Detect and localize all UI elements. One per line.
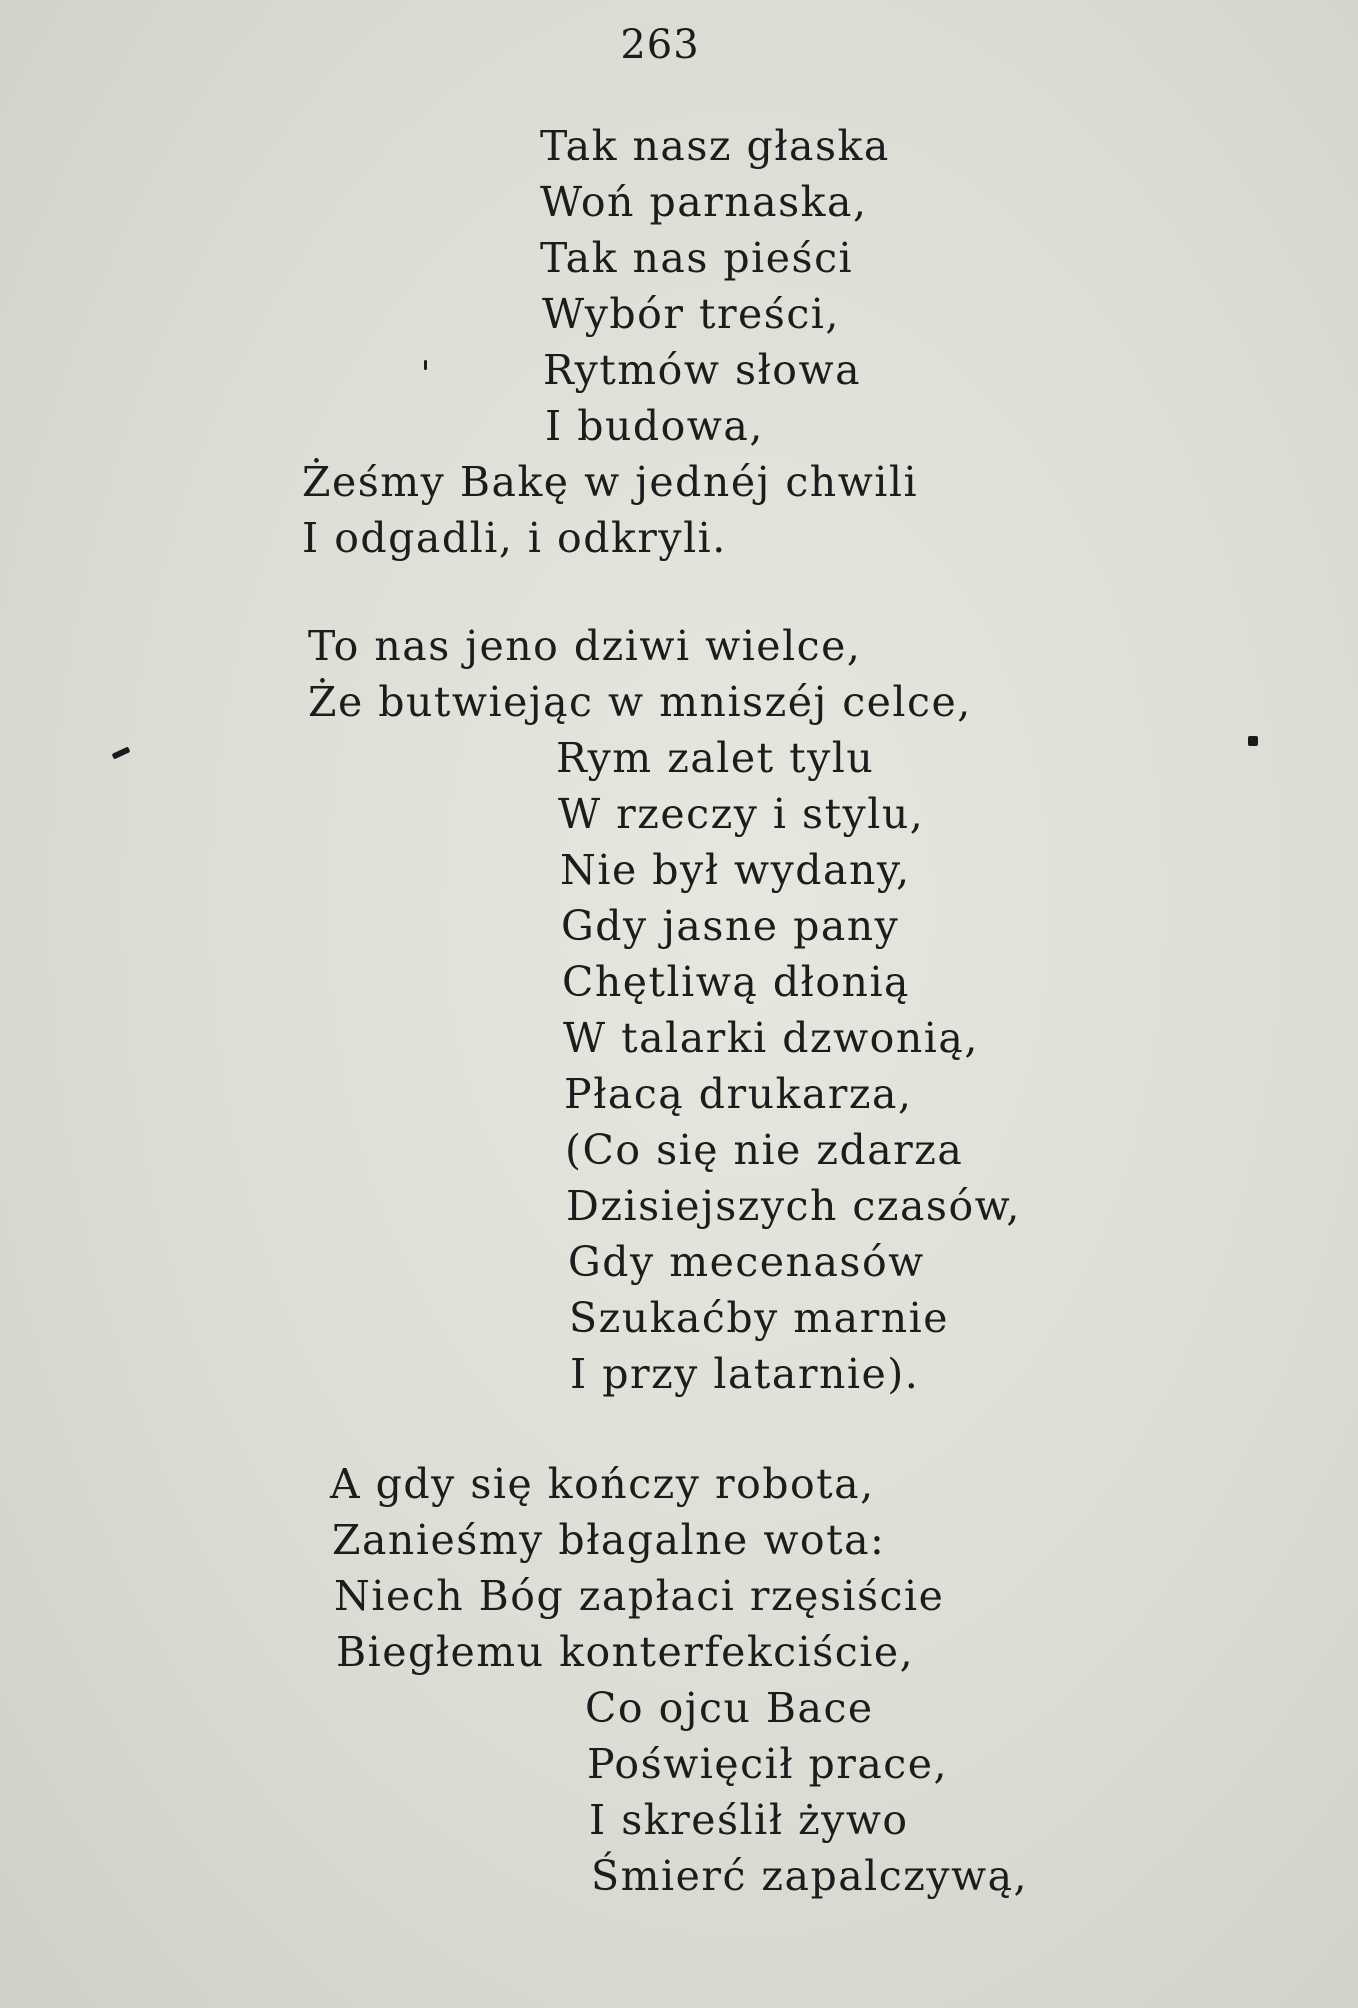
verse-line: Szukaćby marnie xyxy=(569,1294,949,1342)
verse-line: W talarki dzwonią, xyxy=(563,1014,979,1062)
print-speck xyxy=(112,746,131,759)
verse-line: Nie był wydany, xyxy=(560,846,911,894)
verse-line: Niech Bóg zapłaci rzęsiście xyxy=(334,1572,945,1620)
verse-line: Gdy mecenasów xyxy=(568,1238,925,1286)
verse-line: Że butwiejąc w mniszéj celce, xyxy=(308,678,972,726)
verse-line: Tak nasz głaska xyxy=(540,122,890,170)
verse-line: I skreślił żywo xyxy=(589,1796,909,1844)
verse-line: Co ojcu Bace xyxy=(585,1684,874,1732)
verse-line: Żeśmy Bakę w jednéj chwili xyxy=(302,458,919,506)
verse-line: Rytmów słowa xyxy=(543,346,862,394)
print-speck xyxy=(1248,736,1258,746)
verse-line: A gdy się kończy robota, xyxy=(330,1460,875,1508)
verse-line: Zanieśmy błagalne wota: xyxy=(332,1516,886,1564)
verse-line: Woń parnaska, xyxy=(540,178,868,226)
verse-line: Płacą drukarza, xyxy=(564,1070,913,1118)
verse-line: Śmierć zapalczywą, xyxy=(591,1852,1029,1900)
verse-line: Wybór treści, xyxy=(542,290,840,338)
verse-line: Poświęcił prace, xyxy=(587,1740,949,1788)
verse-line: I odgadli, i odkryli. xyxy=(302,514,727,562)
verse-line: Rym zalet tylu xyxy=(556,734,875,782)
verse-line: W rzeczy i stylu, xyxy=(558,790,925,838)
page-number: 263 xyxy=(620,22,700,68)
print-speck xyxy=(424,360,427,370)
verse-line: Biegłemu konterfekciście, xyxy=(336,1628,915,1676)
verse-line: I budowa, xyxy=(545,402,764,450)
verse-line: Chętliwą dłonią xyxy=(562,958,910,1006)
verse-line: Gdy jasne pany xyxy=(561,902,900,950)
verse-line: To nas jeno dziwi wielce, xyxy=(308,622,862,670)
verse-line: I przy latarnie). xyxy=(570,1350,920,1398)
verse-line: (Co się nie zdarza xyxy=(565,1126,964,1174)
verse-line: Tak nas pieści xyxy=(540,234,854,282)
verse-line: Dzisiejszych czasów, xyxy=(566,1182,1021,1230)
